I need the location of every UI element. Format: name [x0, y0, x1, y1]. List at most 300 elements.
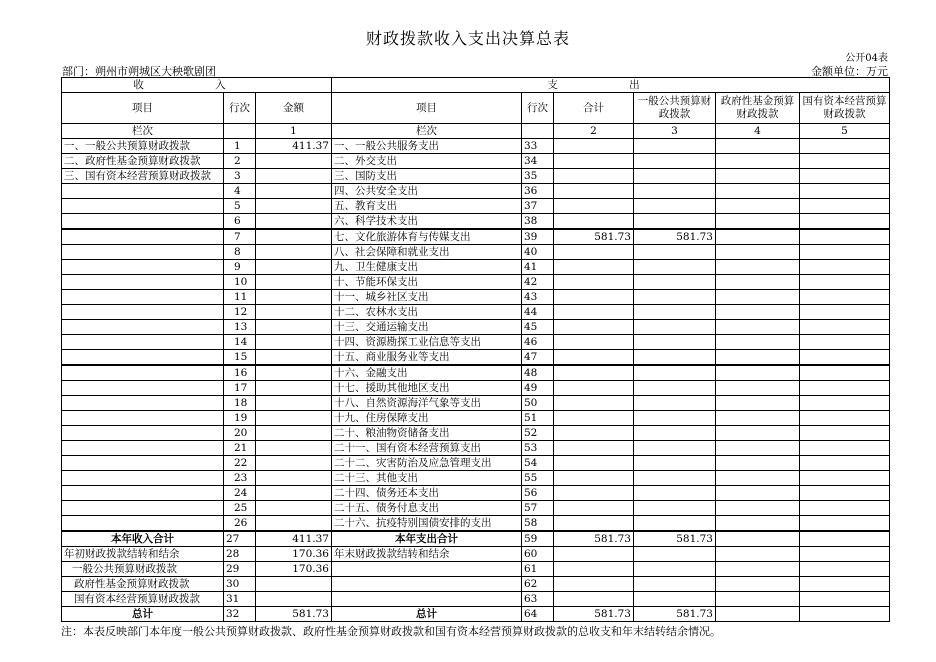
income-item-cell	[62, 199, 224, 214]
expense-item-cell: 三、国防支出	[332, 169, 522, 184]
income-item-cell	[62, 260, 224, 275]
income-amount-cell: 170.36	[256, 562, 332, 577]
fund-budget-header: 政府性基金预算财政拨款	[716, 93, 800, 124]
income-amount-index: 1	[256, 124, 332, 139]
fund-budget-cell	[716, 229, 800, 245]
general-budget-cell	[634, 335, 716, 350]
income-item-cell	[62, 320, 224, 335]
income-row-no-cell: 29	[224, 562, 256, 577]
income-amount-cell	[256, 350, 332, 366]
table-row	[62, 547, 890, 562]
income-amount-cell	[256, 169, 332, 184]
table-row	[62, 335, 890, 350]
expense-total-cell	[554, 441, 634, 456]
income-row-no-cell: 4	[224, 184, 256, 199]
income-item-cell	[62, 275, 224, 290]
table-row	[62, 139, 890, 154]
fund-budget-cell	[716, 305, 800, 320]
state-capital-cell	[800, 562, 890, 577]
general-budget-cell: 581.73	[634, 229, 716, 245]
income-amount-cell	[256, 396, 332, 411]
expense-total-cell	[554, 305, 634, 320]
general-budget-cell	[634, 577, 716, 592]
income-row-no-cell: 22	[224, 456, 256, 471]
general-budget-cell	[634, 441, 716, 456]
income-item-cell	[62, 486, 224, 501]
expense-item-cell: 八、社会保障和就业支出	[332, 245, 522, 260]
income-amount-cell	[256, 275, 332, 290]
expense-row-no-cell: 55	[522, 471, 554, 486]
expense-item-cell: 十九、住房保障支出	[332, 411, 522, 426]
income-amount-cell	[256, 426, 332, 441]
fund-budget-cell	[716, 577, 800, 592]
income-item-cell	[62, 456, 224, 471]
state-capital-header: 国有资本经营预算财政拨款	[800, 93, 890, 124]
expense-total-cell	[554, 592, 634, 607]
table-row	[62, 214, 890, 230]
state-capital-cell	[800, 335, 890, 350]
general-budget-index: 3	[634, 124, 716, 139]
expense-total-cell	[554, 365, 634, 381]
income-item-cell: 政府性基金预算财政拨款	[62, 577, 224, 592]
income-amount-cell	[256, 305, 332, 320]
expense-item-cell: 九、卫生健康支出	[332, 260, 522, 275]
fund-budget-cell	[716, 184, 800, 199]
fund-budget-cell	[716, 396, 800, 411]
state-capital-cell	[800, 607, 890, 622]
table-row	[62, 350, 890, 366]
expense-row-no-cell: 39	[522, 229, 554, 245]
fund-budget-cell	[716, 290, 800, 305]
income-row-no-cell: 3	[224, 169, 256, 184]
expense-row-no-cell: 37	[522, 199, 554, 214]
expense-item-cell: 二十二、灾害防治及应急管理支出	[332, 456, 522, 471]
fund-budget-cell	[716, 501, 800, 516]
income-amount-cell	[256, 577, 332, 592]
general-budget-cell	[634, 169, 716, 184]
income-row-no-cell: 13	[224, 320, 256, 335]
state-capital-cell	[800, 577, 890, 592]
income-item-cell	[62, 335, 224, 350]
fund-budget-index: 4	[716, 124, 800, 139]
table-row	[62, 260, 890, 275]
column-header-row	[62, 93, 890, 124]
income-row-no-cell: 17	[224, 381, 256, 396]
fund-budget-cell	[716, 169, 800, 184]
general-budget-cell	[634, 486, 716, 501]
income-row-no-header: 行次	[224, 93, 256, 124]
expense-item-cell: 十三、交通运输支出	[332, 320, 522, 335]
fund-budget-cell	[716, 214, 800, 230]
expense-total-cell	[554, 214, 634, 230]
income-row-no-cell: 7	[224, 229, 256, 245]
table-row	[62, 290, 890, 305]
expense-item-cell: 二十一、国有资本经营预算支出	[332, 441, 522, 456]
general-budget-cell	[634, 184, 716, 199]
group-header-row	[62, 78, 890, 93]
state-capital-cell	[800, 381, 890, 396]
general-budget-cell	[634, 139, 716, 154]
income-amount-cell	[256, 471, 332, 486]
table-row	[62, 320, 890, 335]
state-capital-cell	[800, 426, 890, 441]
general-budget-cell	[634, 305, 716, 320]
expense-total-cell	[554, 501, 634, 516]
income-row-no-cell: 28	[224, 547, 256, 562]
income-item-cell	[62, 471, 224, 486]
income-amount-cell: 581.73	[256, 607, 332, 622]
table-row	[62, 365, 890, 381]
fund-budget-cell	[716, 335, 800, 350]
expense-row-no-cell: 54	[522, 456, 554, 471]
expense-row-no-cell: 44	[522, 305, 554, 320]
state-capital-cell	[800, 411, 890, 426]
expense-total-cell	[554, 486, 634, 501]
department-label: 部门：朔州市朔城区大秧歌剧团	[62, 65, 216, 78]
income-amount-cell: 170.36	[256, 547, 332, 562]
table-row	[62, 411, 890, 426]
expense-total-cell	[554, 154, 634, 169]
state-capital-cell	[800, 396, 890, 411]
income-amount-cell	[256, 290, 332, 305]
expense-total-cell	[554, 411, 634, 426]
income-row-no-cell: 19	[224, 411, 256, 426]
general-budget-cell	[634, 245, 716, 260]
expense-row-no-cell: 57	[522, 501, 554, 516]
expense-total-cell	[554, 335, 634, 350]
income-amount-cell	[256, 381, 332, 396]
state-capital-cell	[800, 501, 890, 516]
table-row	[62, 154, 890, 169]
expense-total-cell	[554, 426, 634, 441]
income-amount-cell	[256, 441, 332, 456]
income-row-no-cell: 6	[224, 214, 256, 230]
unit-label: 金额单位：万元	[811, 65, 888, 78]
state-capital-cell	[800, 184, 890, 199]
income-item-header: 项目	[62, 93, 224, 124]
fund-budget-cell	[716, 411, 800, 426]
general-budget-cell: 581.73	[634, 607, 716, 622]
expense-item-cell: 十七、援助其他地区支出	[332, 381, 522, 396]
expense-row-no-cell: 34	[522, 154, 554, 169]
expense-row-no-cell: 50	[522, 396, 554, 411]
table-row	[62, 184, 890, 199]
table-row	[62, 592, 890, 607]
income-amount-cell	[256, 456, 332, 471]
income-amount-cell: 411.37	[256, 139, 332, 154]
general-budget-cell: 581.73	[634, 531, 716, 547]
table-row	[62, 305, 890, 320]
form-number: 公开04表	[845, 53, 888, 64]
income-group-header: 收 入	[62, 78, 332, 93]
table-row	[62, 577, 890, 592]
expense-total-index: 2	[554, 124, 634, 139]
fund-budget-cell	[716, 154, 800, 169]
state-capital-cell	[800, 275, 890, 290]
table-row	[62, 441, 890, 456]
fund-budget-cell	[716, 456, 800, 471]
income-item-cell	[62, 441, 224, 456]
expense-row-no-cell: 38	[522, 214, 554, 230]
state-capital-cell	[800, 305, 890, 320]
expense-row-no-cell: 52	[522, 426, 554, 441]
income-row-no-cell: 9	[224, 260, 256, 275]
fund-budget-cell	[716, 426, 800, 441]
income-row-no-cell: 24	[224, 486, 256, 501]
expense-item-header: 项目	[332, 93, 522, 124]
income-row-no-cell: 21	[224, 441, 256, 456]
income-item-cell	[62, 245, 224, 260]
expense-group-header: 支 出	[332, 78, 890, 93]
expense-item-cell: 十一、城乡社区支出	[332, 290, 522, 305]
state-capital-cell	[800, 592, 890, 607]
income-item-cell: 年初财政拨款结转和结余	[62, 547, 224, 562]
expense-row-no-cell: 59	[522, 531, 554, 547]
expense-row-no-cell: 63	[522, 592, 554, 607]
expense-total-cell	[554, 169, 634, 184]
expense-row-no-cell: 62	[522, 577, 554, 592]
state-capital-cell	[800, 486, 890, 501]
general-budget-cell	[634, 471, 716, 486]
income-item-cell	[62, 229, 224, 245]
income-amount-cell	[256, 335, 332, 350]
income-amount-cell	[256, 516, 332, 532]
income-item-cell: 国有资本经营预算财政拨款	[62, 592, 224, 607]
income-item-cell	[62, 426, 224, 441]
expense-item-cell: 二十、粮油物资储备支出	[332, 426, 522, 441]
general-budget-cell	[634, 350, 716, 366]
table-row	[62, 471, 890, 486]
expense-row-no-cell: 42	[522, 275, 554, 290]
expense-total-cell	[554, 199, 634, 214]
expense-total-cell	[554, 139, 634, 154]
income-row-no-cell: 20	[224, 426, 256, 441]
expense-row-no-cell: 35	[522, 169, 554, 184]
income-amount-cell	[256, 411, 332, 426]
expense-total-cell: 581.73	[554, 531, 634, 547]
income-item-cell	[62, 214, 224, 230]
income-item-cell: 一、一般公共预算财政拨款	[62, 139, 224, 154]
state-capital-cell	[800, 245, 890, 260]
fund-budget-cell	[716, 562, 800, 577]
expense-item-cell: 十五、商业服务业等支出	[332, 350, 522, 366]
expense-total-cell	[554, 184, 634, 199]
fund-budget-cell	[716, 275, 800, 290]
income-amount-cell: 411.37	[256, 531, 332, 547]
table-row	[62, 426, 890, 441]
income-item-cell	[62, 184, 224, 199]
income-row-no-index	[224, 124, 256, 139]
general-budget-cell	[634, 154, 716, 169]
expense-item-cell: 二十五、债务付息支出	[332, 501, 522, 516]
expense-item-cell: 二、外交支出	[332, 154, 522, 169]
income-amount-cell	[256, 486, 332, 501]
income-row-no-cell: 12	[224, 305, 256, 320]
income-amount-cell	[256, 184, 332, 199]
general-budget-cell	[634, 411, 716, 426]
income-row-no-cell: 18	[224, 396, 256, 411]
general-budget-cell	[634, 592, 716, 607]
expense-item-cell: 五、教育支出	[332, 199, 522, 214]
fund-budget-cell	[716, 592, 800, 607]
table-row	[62, 229, 890, 245]
general-budget-header: 一般公共预算财政拨款	[634, 93, 716, 124]
expense-total-header: 合计	[554, 93, 634, 124]
fund-budget-cell	[716, 139, 800, 154]
income-item-cell: 三、国有资本经营预算财政拨款	[62, 169, 224, 184]
expense-row-no-cell: 40	[522, 245, 554, 260]
income-row-no-cell: 11	[224, 290, 256, 305]
expense-item-cell: 四、公共安全支出	[332, 184, 522, 199]
expense-total-cell	[554, 396, 634, 411]
income-amount-cell	[256, 229, 332, 245]
expense-total-cell: 581.73	[554, 229, 634, 245]
expense-item-cell: 十四、资源勘探工业信息等支出	[332, 335, 522, 350]
fund-budget-cell	[716, 199, 800, 214]
general-budget-cell	[634, 199, 716, 214]
fund-budget-cell	[716, 260, 800, 275]
expense-total-cell	[554, 260, 634, 275]
table-row	[62, 516, 890, 532]
income-item-cell	[62, 350, 224, 366]
general-budget-cell	[634, 381, 716, 396]
income-item-cell: 二、政府性基金预算财政拨款	[62, 154, 224, 169]
fund-budget-cell	[716, 486, 800, 501]
income-row-no-cell: 30	[224, 577, 256, 592]
expense-item-cell: 二十三、其他支出	[332, 471, 522, 486]
table-row	[62, 607, 890, 622]
state-capital-cell	[800, 441, 890, 456]
expense-total-cell	[554, 516, 634, 532]
income-item-cell	[62, 501, 224, 516]
general-budget-cell	[634, 426, 716, 441]
state-capital-cell	[800, 320, 890, 335]
income-item-cell	[62, 396, 224, 411]
general-budget-cell	[634, 365, 716, 381]
general-budget-cell	[634, 214, 716, 230]
general-budget-cell	[634, 562, 716, 577]
table-row	[62, 456, 890, 471]
expense-item-cell: 二十六、抗疫特别国债安排的支出	[332, 516, 522, 532]
state-capital-cell	[800, 169, 890, 184]
table-row	[62, 501, 890, 516]
expense-item-cell: 十六、金融支出	[332, 365, 522, 381]
state-capital-cell	[800, 456, 890, 471]
income-row-no-cell: 8	[224, 245, 256, 260]
expense-row-no-cell: 61	[522, 562, 554, 577]
expense-row-no-cell: 58	[522, 516, 554, 532]
general-budget-cell	[634, 516, 716, 532]
general-budget-cell	[634, 547, 716, 562]
state-capital-cell	[800, 139, 890, 154]
table-row	[62, 531, 890, 547]
income-row-no-cell: 1	[224, 139, 256, 154]
fund-budget-cell	[716, 320, 800, 335]
budget-table	[61, 77, 890, 622]
state-capital-cell	[800, 260, 890, 275]
expense-total-cell	[554, 290, 634, 305]
state-capital-cell	[800, 365, 890, 381]
expense-total-cell	[554, 456, 634, 471]
expense-item-cell: 十、节能环保支出	[332, 275, 522, 290]
expense-row-no-cell: 46	[522, 335, 554, 350]
expense-item-cell	[332, 562, 522, 577]
expense-total-cell	[554, 471, 634, 486]
state-capital-cell	[800, 214, 890, 230]
expense-total-cell	[554, 562, 634, 577]
general-budget-cell	[634, 396, 716, 411]
expense-total-cell	[554, 381, 634, 396]
fund-budget-cell	[716, 607, 800, 622]
expense-total-cell	[554, 320, 634, 335]
expense-row-no-cell: 45	[522, 320, 554, 335]
income-row-no-cell: 14	[224, 335, 256, 350]
expense-item-index: 栏次	[332, 124, 522, 139]
state-capital-cell	[800, 471, 890, 486]
expense-item-cell: 十二、农林水支出	[332, 305, 522, 320]
expense-row-no-cell: 60	[522, 547, 554, 562]
income-amount-cell	[256, 365, 332, 381]
income-item-cell	[62, 411, 224, 426]
income-amount-cell	[256, 592, 332, 607]
expense-row-no-cell: 33	[522, 139, 554, 154]
income-row-no-cell: 32	[224, 607, 256, 622]
expense-total-cell	[554, 547, 634, 562]
income-item-cell: 本年收入合计	[62, 531, 224, 547]
expense-row-no-cell: 36	[522, 184, 554, 199]
income-row-no-cell: 10	[224, 275, 256, 290]
income-row-no-cell: 26	[224, 516, 256, 532]
table-row	[62, 199, 890, 214]
table-row	[62, 486, 890, 501]
income-amount-cell	[256, 501, 332, 516]
general-budget-cell	[634, 275, 716, 290]
expense-row-no-cell: 43	[522, 290, 554, 305]
state-capital-cell	[800, 531, 890, 547]
fund-budget-cell	[716, 245, 800, 260]
general-budget-cell	[634, 290, 716, 305]
income-item-cell	[62, 290, 224, 305]
fund-budget-cell	[716, 381, 800, 396]
expense-row-no-cell: 41	[522, 260, 554, 275]
fund-budget-cell	[716, 531, 800, 547]
expense-row-no-cell: 48	[522, 365, 554, 381]
income-row-no-cell: 23	[224, 471, 256, 486]
expense-item-cell: 一、一般公共服务支出	[332, 139, 522, 154]
income-item-cell	[62, 516, 224, 532]
general-budget-cell	[634, 320, 716, 335]
income-row-no-cell: 16	[224, 365, 256, 381]
income-row-no-cell: 2	[224, 154, 256, 169]
expense-item-cell: 六、科学技术支出	[332, 214, 522, 230]
expense-item-cell	[332, 592, 522, 607]
income-item-cell	[62, 365, 224, 381]
state-capital-cell	[800, 154, 890, 169]
expense-row-no-cell: 51	[522, 411, 554, 426]
state-capital-cell	[800, 350, 890, 366]
income-item-cell	[62, 305, 224, 320]
expense-total-cell	[554, 577, 634, 592]
expense-item-cell: 二十四、债务还本支出	[332, 486, 522, 501]
state-capital-cell	[800, 229, 890, 245]
expense-item-cell	[332, 577, 522, 592]
income-item-cell: 总计	[62, 607, 224, 622]
expense-row-no-cell: 53	[522, 441, 554, 456]
expense-row-no-cell: 56	[522, 486, 554, 501]
table-row	[62, 381, 890, 396]
income-item-cell: 一般公共预算财政拨款	[62, 562, 224, 577]
table-row	[62, 562, 890, 577]
